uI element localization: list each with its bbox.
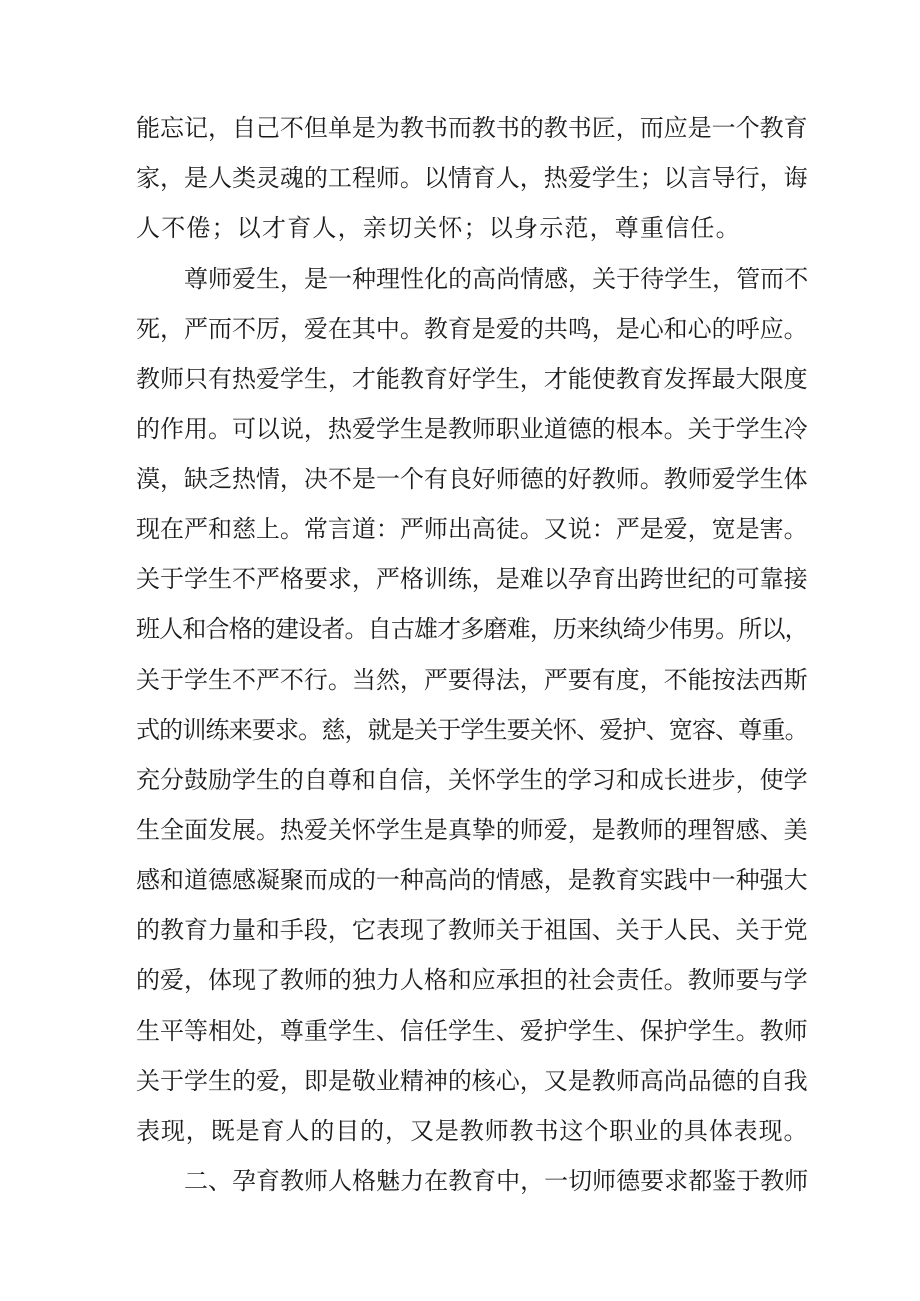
text-line: 现在严和慈上。常言道：严师出高徒。又说：严是爱，宽是害。 [136,515,808,543]
text-line: 的教育力量和手段，它表现了教师关于祖国、关于人民、关于党 [136,916,808,944]
text-line: 的爱，体现了教师的独力人格和应承担的社会责任。教师要与学 [136,966,808,994]
paragraph-start-line: 二、孕育教师人格魅力在教育中，一切师德要求都鉴于教师 [184,1167,809,1195]
text-line: 教师只有热爱学生，才能教育好学生，才能使教育发挥最大限度 [136,365,808,393]
text-line: 充分鼓励学生的自尊和自信，关怀学生的学习和成长进步，使学 [136,766,808,794]
text-line: 关于学生不严格要求，严格训练，是难以孕育出跨世纪的可靠接 [136,565,808,593]
text-line: 的作用。可以说，热爱学生是教师职业道德的根本。关于学生冷 [136,415,808,443]
text-line: 关于学生不严不行。当然，严要得法，严要有度，不能按法西斯 [136,666,808,694]
text-line: 生平等相处，尊重学生、信任学生、爱护学生、保护学生。教师 [136,1017,808,1045]
text-line: 表现，既是育人的目的，又是教师教书这个职业的具体表现。 [136,1117,809,1145]
text-line: 班人和合格的建设者。自古雄才多磨难，历来纨绮少伟男。所以， [136,615,808,643]
text-line: 死，严而不厉，爱在其中。教育是爱的共鸣，是心和心的呼应。 [136,315,808,343]
text-line: 人不倦；以才育人，亲切关怀；以身示范，尊重信任。 [136,214,741,242]
paragraph-start-line: 尊师爱生，是一种理性化的高尚情感，关于待学生，管而不 [184,265,809,293]
text-line: 生全面发展。热爱关怀学生是真挚的师爱，是教师的理智感、美 [136,816,808,844]
text-line: 漠，缺乏热情，决不是一个有良好师德的好教师。教师爱学生体 [136,465,808,493]
text-line: 能忘记，自己不但单是为教书而教书的教书匠，而应是一个教育 [136,114,808,142]
text-line: 关于学生的爱，即是敬业精神的核心，又是教师高尚品德的自我 [136,1067,808,1095]
text-line: 感和道德感凝聚而成的一种高尚的情感，是教育实践中一种强大 [136,866,808,894]
text-line: 式的训练来要求。慈，就是关于学生要关怀、爱护、宽容、尊重。 [136,716,808,744]
text-line: 家，是人类灵魂的工程师。以情育人，热爱学生；以言导行，诲 [136,164,808,192]
